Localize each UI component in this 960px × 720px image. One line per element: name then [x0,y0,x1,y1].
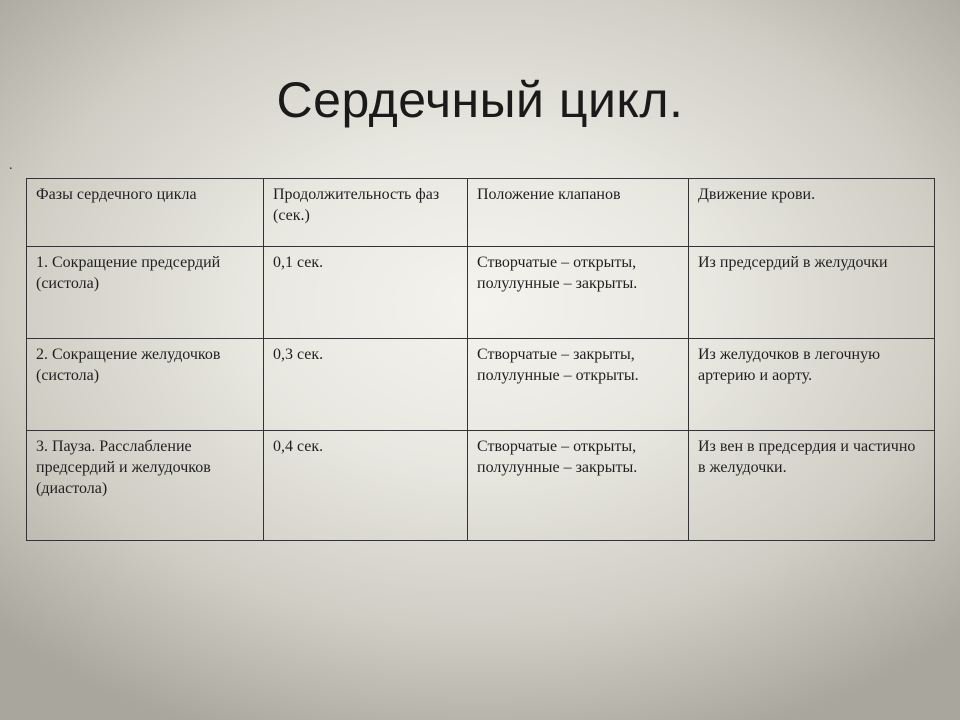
cell-duration [264,431,468,541]
cell-text: 2. Сокращение желудочков (систола) [36,346,221,384]
header-text: Фазы сердечного цикла [36,186,197,203]
table-header-row [27,179,935,247]
header-cell-blood-flow [689,179,935,247]
slide-title: Сердечный цикл. [276,72,684,128]
table-row [27,247,935,339]
cell-text: Створчатые – открыты, полулунные – закрыты. [477,254,638,292]
cell-text: 0,4 сек. [273,438,324,455]
cell-text: 1. Сокращение предсердий (систола) [36,254,221,292]
header-text: Продолжительность фаз (сек.) [273,186,440,224]
cell-valves [468,339,689,431]
stray-mark: . [9,158,13,173]
cell-blood-flow [689,339,935,431]
header-text: Движение крови. [698,186,816,203]
table-row [27,339,935,431]
cell-blood-flow [689,431,935,541]
cell-text: Створчатые – закрыты, полулунные – открыты. [477,346,639,384]
cell-duration [264,247,468,339]
header-cell-duration [264,179,468,247]
cell-valves [468,431,689,541]
cell-text: 0,3 сек. [273,346,324,363]
header-text: Положение клапанов [477,186,621,203]
cell-text: 3. Пауза. Расслабление предсердий и желудочков (диастола) [36,438,211,497]
cell-text: 0,1 сек. [273,254,324,271]
cell-phase [27,431,264,541]
cell-text: Из вен в предсердия и частично в желудочки. [698,438,916,476]
table-row [27,431,935,541]
cell-text: Из желудочков в легочную артерию и аорту. [698,346,881,384]
header-cell-valves [468,179,689,247]
cell-duration [264,339,468,431]
cell-text: Из предсердий в желудочки [698,254,888,271]
header-cell-phases [27,179,264,247]
cell-valves [468,247,689,339]
cell-phase [27,247,264,339]
cell-blood-flow [689,247,935,339]
cell-text: Створчатые – открыты, полулунные – закрыты. [477,438,638,476]
cell-phase [27,339,264,431]
cardiac-cycle-table [26,178,935,541]
